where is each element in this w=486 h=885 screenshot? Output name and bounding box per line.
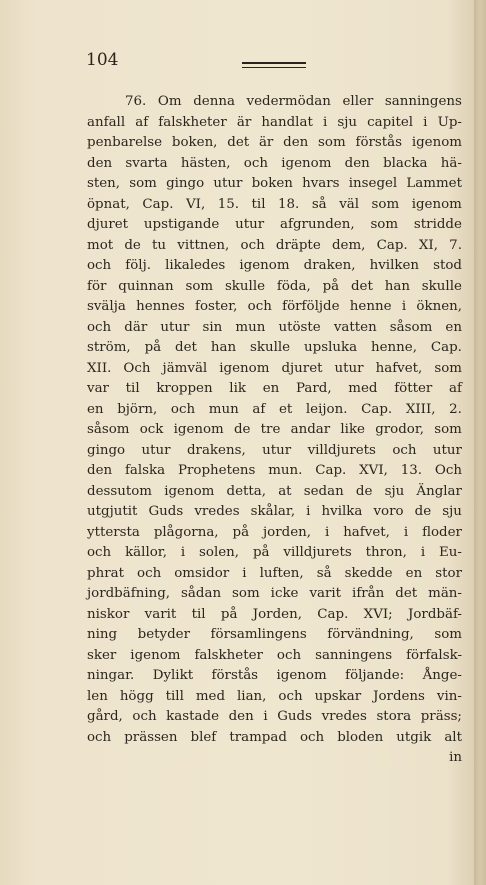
text-line: ningar. Dylikt förstås igenom följande: Ånge- — [87, 668, 462, 683]
header-rule — [242, 62, 306, 64]
text-line: och prässen blef trampad och bloden utgik alt — [87, 729, 462, 745]
text-line: var til kroppen lik en Pard, med fötter af — [87, 381, 462, 396]
text-line: utgjutit Guds vredes skålar, i hvilka voro de sju — [87, 504, 462, 519]
text-line: len högg till med lian, och upskar Jordens vin- — [87, 688, 462, 704]
page-edge — [474, 0, 486, 885]
text-line: penbarelse boken, det är den som förstås igenom — [87, 135, 462, 150]
page-header — [86, 50, 466, 74]
text-line: sker igenom falskheter och sanningens förfalsk- — [87, 647, 462, 663]
text-line: 76. Om denna vedermödan eller sanningens — [125, 94, 462, 109]
text-line: gård, och kastade den i Guds vredes stora präss; — [87, 709, 462, 724]
text-line: yttersta plågorna, på jorden, i hafvet, i floder — [87, 524, 462, 540]
text-line: en björn, och mun af et leijon. Cap. XIII, 2. — [87, 401, 462, 417]
text-line: ning betyder församlingens förvändning, som — [87, 627, 462, 642]
text-line: för quinnan som skulle föda, på det han skulle — [87, 278, 462, 294]
text-line: och följ. likaledes igenom draken, hvilken stod — [87, 258, 462, 273]
text-line: phrat och omsidor i luften, så skedde en stor — [87, 565, 462, 581]
text-line: den svarta hästen, och igenom den blacka hä- — [87, 155, 462, 171]
text-line: gingo utur drakens, utur villdjurets och utur — [87, 442, 462, 458]
header-rule-thin — [242, 67, 306, 68]
text-line: sten, som gingo utur boken hvars insegel Lammet — [87, 176, 462, 191]
text-line: niskor varit til på Jorden, Cap. XVI; Jordbäf- — [87, 606, 462, 622]
page-number: 104 — [86, 50, 119, 70]
text-line: ström, på det han skulle upsluka henne, Cap. — [87, 340, 462, 355]
text-line: jordbäfning, sådan som icke varit ifrån det män- — [87, 586, 462, 601]
text-line: såsom ock igenom de tre andar like grodor, som — [87, 422, 462, 437]
text-line: öpnat, Cap. VI, 15. til 18. så väl som igenom — [87, 196, 462, 212]
text-line: anfall af falskheter är handlat i sju capitel i Up- — [87, 114, 462, 130]
text-line: dessutom igenom detta, at sedan de sju Änglar — [87, 483, 462, 499]
text-line: svälja hennes foster, och förföljde henne i öknen, — [87, 299, 462, 314]
catchword: in — [449, 750, 462, 765]
text-line: djuret upstigande utur afgrunden, som stridde — [87, 217, 462, 232]
text-line: den falska Prophetens mun. Cap. XVI, 13. Och — [87, 463, 462, 478]
body-text — [87, 92, 462, 769]
text-line: och källor, i solen, på villdjurets thron, i Eu- — [87, 545, 462, 560]
text-line: XII. Och jämväl igenom djuret utur hafvet, som — [87, 360, 462, 376]
text-line: och där utur sin mun utöste vatten såsom en — [87, 319, 462, 335]
text-line: mot de tu vittnen, och dräpte dem, Cap. XI, 7. — [87, 237, 462, 253]
